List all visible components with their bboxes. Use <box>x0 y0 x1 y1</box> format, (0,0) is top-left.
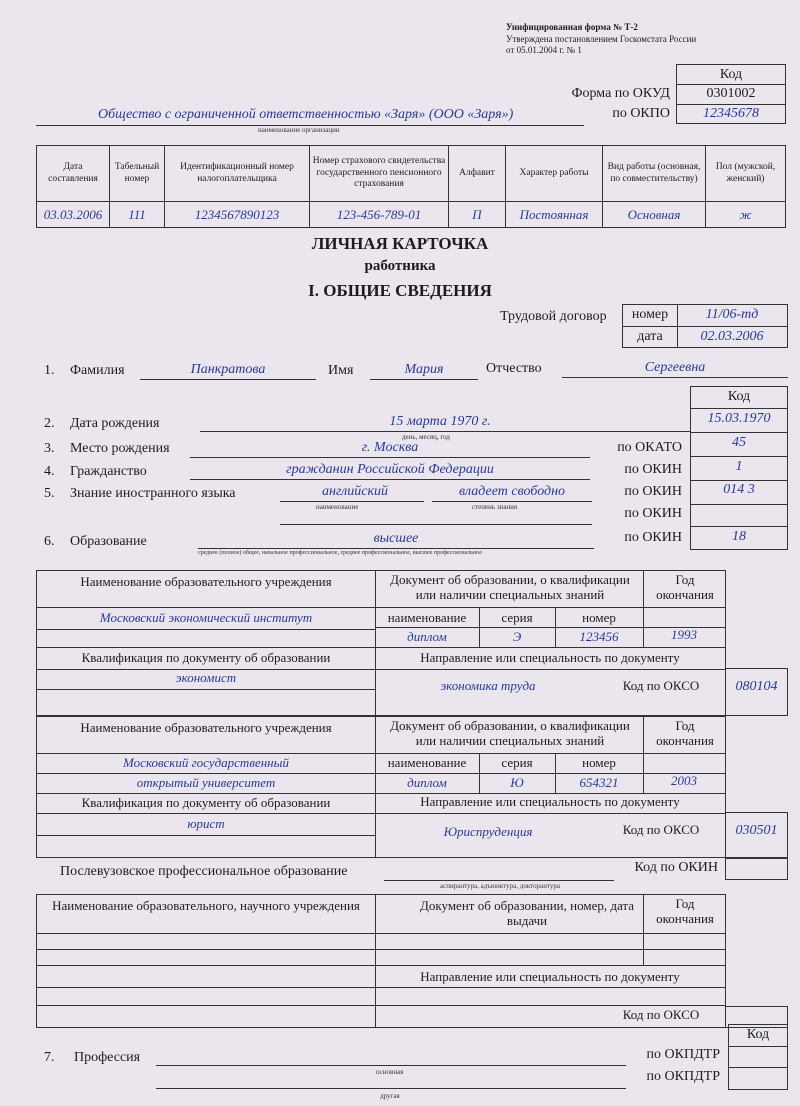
okso-code-box-2 <box>725 812 788 858</box>
doc-series-label: серия <box>501 610 533 625</box>
okso-value[interactable]: 080104 <box>735 679 778 694</box>
col-insurance: Номер страхового свидетельства государственного пенсионного страхования <box>310 146 449 202</box>
code-header: Код <box>719 67 743 82</box>
language-label: Знание иностранного языка <box>70 486 236 501</box>
section-title: I. ОБЩИЕ СВЕДЕНИЯ <box>308 281 492 300</box>
doc-name-value[interactable]: диплом <box>407 629 447 644</box>
language-code[interactable]: 014 3 <box>723 482 755 497</box>
doc-series-value[interactable]: Э <box>512 629 522 644</box>
okud-label: Форма по ОКУД <box>571 86 670 101</box>
okso-label: Код по ОКСО <box>622 822 700 837</box>
gender-value[interactable]: ж <box>706 202 786 228</box>
okso-value[interactable]: 030501 <box>735 823 778 838</box>
okato-label: по ОКАТО <box>617 440 682 455</box>
language2-okin-label: по ОКИН <box>624 506 682 521</box>
postgrad-doc-header: Документ об образовании, номер, дата выдачи <box>420 898 634 928</box>
okud-value[interactable]: 0301002 <box>706 86 756 101</box>
language-okin-label: по ОКИН <box>624 484 682 499</box>
okud-code-box <box>676 64 786 124</box>
col-gender: Пол (мужской, женский) <box>706 146 786 202</box>
postgrad-table <box>36 894 726 1028</box>
doc-number-value[interactable]: 123456 <box>579 629 619 644</box>
alphabet-value[interactable]: П <box>449 202 506 228</box>
qualification-value[interactable]: юрист <box>187 816 225 831</box>
name-value[interactable]: Мария <box>404 362 444 377</box>
item-number-4: 4. <box>44 464 55 479</box>
profession-code-box <box>728 1024 788 1090</box>
education-okin-label: по ОКИН <box>624 530 682 545</box>
contract-box <box>622 304 788 348</box>
tab-number-value[interactable]: 111 <box>110 202 165 228</box>
date-value[interactable]: 03.03.2006 <box>37 202 110 228</box>
col-inn: Идентификационный номер налогоплательщика <box>165 146 310 202</box>
okso-code-box-1 <box>725 668 788 716</box>
okpo-value[interactable]: 12345678 <box>703 106 759 121</box>
col-alphabet: Алфавит <box>449 146 506 202</box>
profession-main-caption: основная <box>376 1068 404 1076</box>
contract-label: Трудовой договор <box>500 309 607 324</box>
education-caption: среднее (полное) общее, начальное профессиональное, среднее профессиональное, высшее профессиональное <box>198 550 482 556</box>
citizenship-code[interactable]: 1 <box>735 459 743 474</box>
year-header: Год окончания <box>656 572 714 602</box>
approved-line-2: от 05.01.2004 г. № 1 <box>506 45 582 55</box>
doc-number-label: номер <box>582 755 616 770</box>
education-code[interactable]: 18 <box>732 529 746 544</box>
item-number-6: 6. <box>44 534 55 549</box>
surname-label: Фамилия <box>70 363 125 378</box>
language-caption-level: степень знания <box>472 503 518 511</box>
col-date: Дата составления <box>37 146 110 202</box>
place-value[interactable]: г. Москва <box>361 440 419 455</box>
postgrad-inst-header: Наименование образовательного, научного учреждения <box>52 898 360 913</box>
citizenship-okin-label: по ОКИН <box>624 462 682 477</box>
profession-label: Профессия <box>74 1050 141 1065</box>
doc-number-label: номер <box>582 610 616 625</box>
okso-label: Код по ОКСО <box>622 678 700 693</box>
spec-header: Направление или специальность по документу <box>420 650 680 665</box>
doc-name-label: наименование <box>387 755 467 770</box>
okpdtr-label-other: по ОКПДТР <box>646 1069 720 1084</box>
inst-header: Наименование образовательного учреждения <box>80 720 332 735</box>
qual-header: Квалификация по документу об образовании <box>81 650 331 665</box>
org-caption: наименование организации <box>258 126 340 134</box>
birth-label: Дата рождения <box>70 416 160 431</box>
work-type-value[interactable]: Основная <box>603 202 706 228</box>
birth-code[interactable]: 15.03.1970 <box>707 411 771 426</box>
citizenship-label: Гражданство <box>70 464 147 479</box>
inst-header: Наименование образовательного учреждения <box>80 574 332 589</box>
unified-form-title: Унифицированная форма № Т-2 <box>506 22 638 32</box>
surname-value[interactable]: Панкратова <box>190 362 266 377</box>
organization-name[interactable]: Общество с ограниченной ответственностью «Заря» (ООО «Заря») <box>98 107 514 122</box>
education-block-1 <box>36 570 726 716</box>
year-value[interactable]: 2003 <box>671 773 697 788</box>
approved-line-1: Утверждена постановлением Госкомстата России <box>506 34 697 44</box>
item-number-2: 2. <box>44 416 55 431</box>
work-nature-value[interactable]: Постоянная <box>506 202 603 228</box>
okpdtr-label-main: по ОКПДТР <box>646 1047 720 1062</box>
postgrad-caption: аспирантура, адъюнктура, докторантура <box>440 882 561 890</box>
col-work-type: Вид работы (основная, по совместительству) <box>603 146 706 202</box>
education-block-2 <box>36 716 726 858</box>
doc-name-label: наименование <box>387 610 467 625</box>
patronymic-label: Отчество <box>486 361 542 376</box>
contract-number-label: номер <box>631 307 669 322</box>
doc-number-value[interactable]: 654321 <box>579 775 619 790</box>
doc-header: Документ об образовании, о квалификации или наличии специальных знаний <box>390 572 630 602</box>
okpo-label: по ОКПО <box>612 106 670 121</box>
postgrad-year-header: Год окончания <box>656 896 714 926</box>
profession-other-caption: другая <box>380 1092 400 1100</box>
citizenship-value[interactable]: гражданин Российской Федерации <box>286 462 494 477</box>
contract-date[interactable]: 02.03.2006 <box>700 329 764 344</box>
year-value[interactable]: 1993 <box>671 627 697 642</box>
contract-date-label: дата <box>637 329 663 344</box>
birth-caption: день, месяц, год <box>402 433 450 441</box>
language-caption-name: наименование <box>316 503 359 511</box>
col-tab-number: Табельный номер <box>110 146 165 202</box>
item-number-7: 7. <box>44 1050 55 1065</box>
postgrad-okin-label: Код по ОКИН <box>634 860 718 875</box>
education-label: Образование <box>70 534 147 549</box>
profession-code-header: Код <box>746 1027 770 1042</box>
qual-header: Квалификация по документу об образовании <box>81 795 331 810</box>
insurance-value[interactable]: 123-456-789-01 <box>310 202 449 228</box>
col-work-nature: Характер работы <box>506 146 603 202</box>
year-header: Год окончания <box>656 718 714 748</box>
language-level[interactable]: владеет свободно <box>458 484 566 499</box>
spec-header: Направление или специальность по документу <box>420 794 680 809</box>
doc-series-label: серия <box>501 755 533 770</box>
item-number-5: 5. <box>44 486 55 501</box>
doc-header: Документ об образовании, о квалификации или наличии специальных знаний <box>390 718 630 748</box>
specialty-value[interactable]: экономика труда <box>440 678 536 693</box>
item-number-3: 3. <box>44 441 55 456</box>
place-label: Место рождения <box>70 441 170 456</box>
header-table <box>36 145 786 228</box>
contract-number[interactable]: 11/06-тд <box>705 307 759 322</box>
postgrad-spec-header: Направление или специальность по документу <box>420 969 680 984</box>
specialty-value[interactable]: Юриспруденция <box>443 824 533 839</box>
item-number-1: 1. <box>44 363 55 378</box>
inn-value[interactable]: 1234567890123 <box>165 202 310 228</box>
institution-value-line1[interactable]: Московский государственный <box>123 755 289 770</box>
okato-code[interactable]: 45 <box>732 435 746 450</box>
qualification-value[interactable]: экономист <box>175 670 237 685</box>
name-label: Имя <box>328 363 354 378</box>
institution-value[interactable]: Московский экономический институт <box>99 610 313 625</box>
personal-code-box <box>690 386 788 550</box>
language-value[interactable]: английский <box>321 484 389 499</box>
birth-value[interactable]: 15 марта 1970 г. <box>389 414 491 429</box>
postgrad-okso-label: Код по ОКСО <box>622 1007 700 1022</box>
doc-series-value[interactable]: Ю <box>510 775 524 790</box>
postgrad-label: Послевузовское профессиональное образование <box>60 864 348 879</box>
postgrad-okin-box <box>725 858 788 880</box>
education-value[interactable]: высшее <box>373 531 419 546</box>
personal-code-header: Код <box>727 389 751 404</box>
card-subtitle: работника <box>364 258 436 274</box>
card-title: ЛИЧНАЯ КАРТОЧКА <box>311 234 489 253</box>
doc-name-value[interactable]: диплом <box>407 775 447 790</box>
institution-value-line2[interactable]: открытый университет <box>136 775 276 790</box>
patronymic-value[interactable]: Сергеевна <box>644 360 706 375</box>
